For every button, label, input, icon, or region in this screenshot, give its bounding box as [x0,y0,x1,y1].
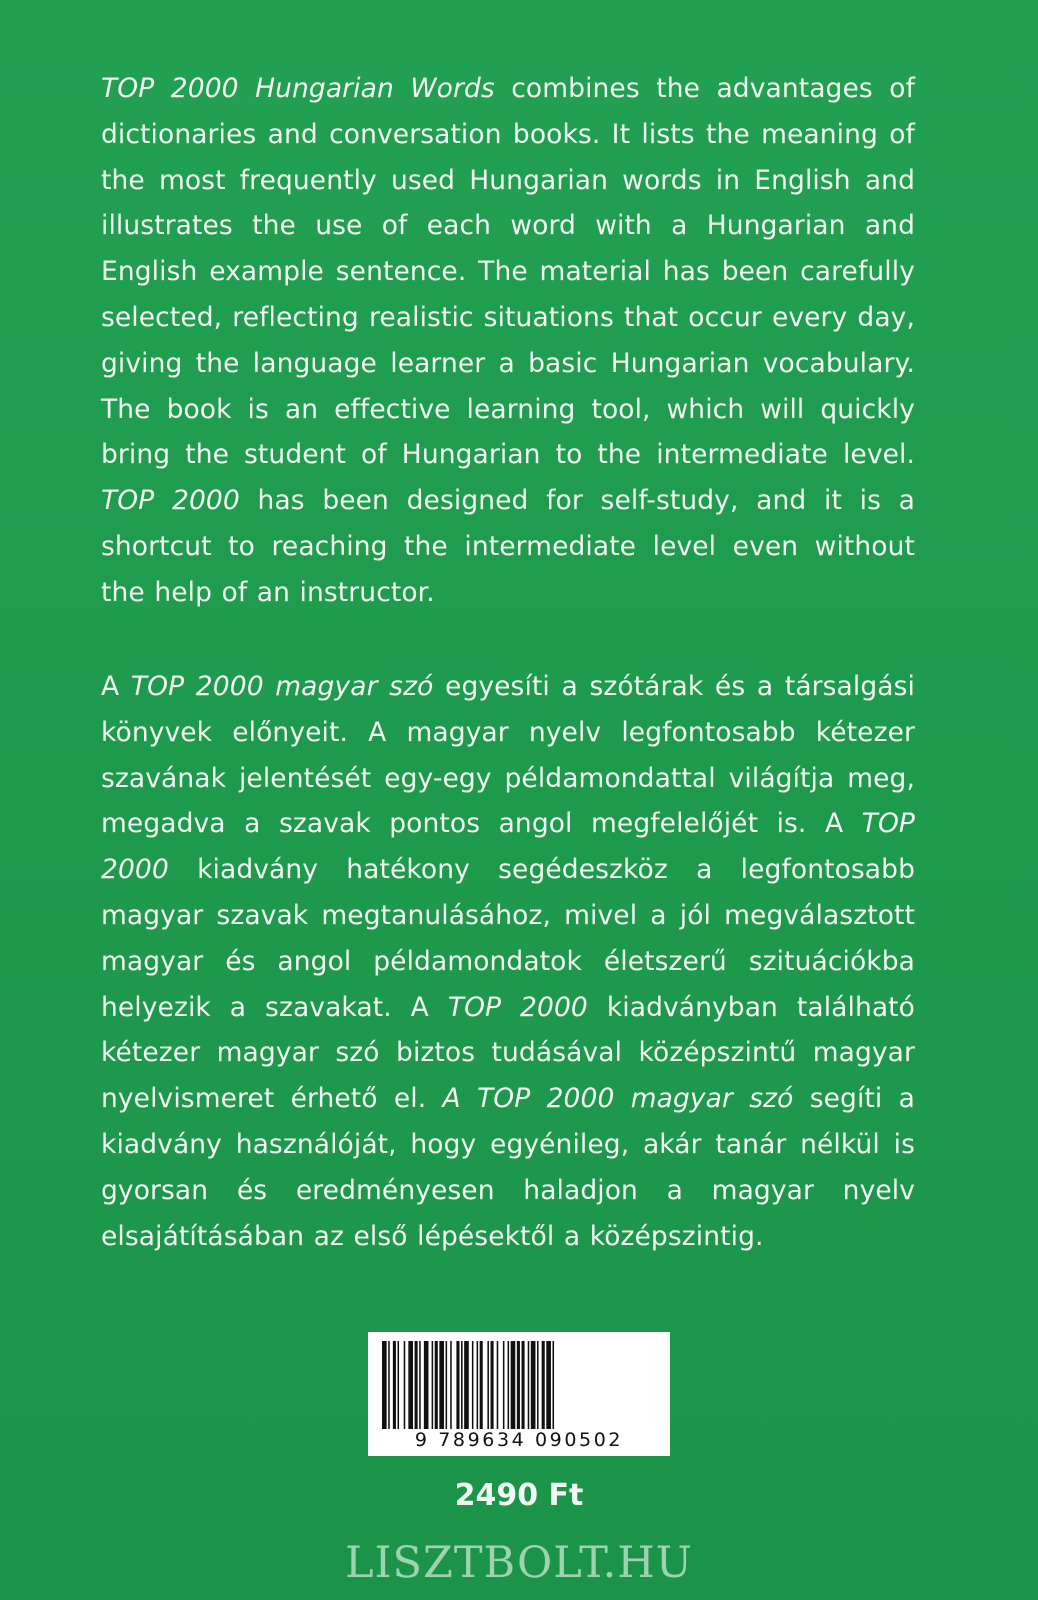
book-title-hu: TOP 2000 magyar szó [130,671,434,702]
english-blurb-text-2: has been designed for self-study, and it is a shortcut to reaching the intermediate level even without the help of an instructor. [101,485,915,608]
book-title-short-hu-2: TOP 2000 [447,991,588,1023]
isbn-number: 9 789634 090502 [414,1429,624,1451]
hungarian-blurb-text-4: kiadványban található kétezer magyar szó biztos tudásával középszintű magyar nyelvismeret érhető el. [101,991,915,1115]
hungarian-blurb-text-1: A [101,671,131,702]
book-title-hu-2: A TOP 2000 magyar szó [442,1083,794,1115]
isbn-barcode [368,1332,670,1456]
store-watermark: LISZTBOLT.HU [344,1538,694,1588]
price-label: 2490 Ft [454,1478,584,1513]
hungarian-blurb [101,664,915,1259]
hungarian-blurb-text-5: segíti a kiadvány használóját, hogy egyénileg, akár tanár nélkül is gyorsan és eredményesen haladjon a magyar nyelv elsajátításában az első lépésektől a középszintig. [101,1083,915,1252]
hungarian-blurb-text-3: kiadvány hatékony segédeszköz a legfontosabb magyar szavak megtanulásához, mivel a jól megválasztott magyar és angol példamondatok életszerű szituációkba helyezik a szavakat. A [101,854,915,1023]
book-title-short-en: TOP 2000 [101,485,240,517]
english-blurb [101,66,915,616]
english-blurb-text-1: combines the advantages of dictionaries and conversation books. It lists the meaning of the most frequently used Hungarian words in English and illustrates the use of each word with a Hungarian and English example sentence. The material has been carefully selected, reflecting realistic situations that occur every day, giving the language learner a basic Hungarian vocabulary. The book is an effective learning tool, which will quickly bring the student of Hungarian to the intermediate level. [101,73,915,471]
barcode-bars-icon [378,1341,660,1429]
book-title-short-hu-1: TOP 2000 [101,808,915,886]
book-title-en: TOP 2000 Hungarian Words [101,73,495,104]
hungarian-blurb-text-2: egyesíti a szótárak és a társalgási könyvek előnyeit. A magyar nyelv legfontosabb kétezer szavának jelentését egy-egy példamondattal világítja meg, megadva a szavak pontos angol megfelelőjét is. A [101,671,915,840]
